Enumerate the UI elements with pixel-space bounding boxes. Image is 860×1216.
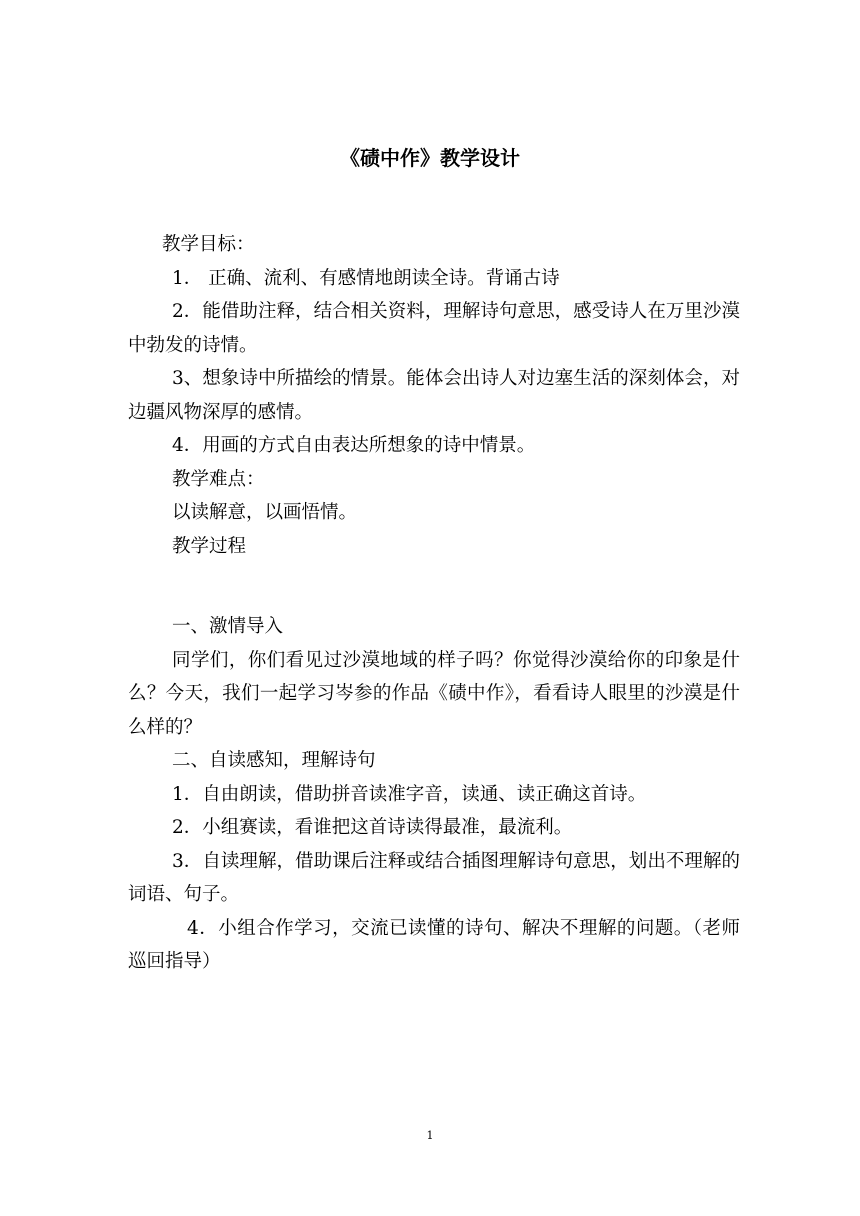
step-1-text: 同学们，你们看见过沙漠地域的样子吗？你觉得沙漠给你的印象是什么？今天，我们一起学习岑参的作品《碛中作》，看看诗人眼里的沙漠是什么样的？ <box>128 649 740 738</box>
section-heading-process: 教学过程 <box>172 535 247 557</box>
section-heading-difficulty: 教学难点： <box>172 468 265 490</box>
step-2-item-1: 1．自由朗读，借助拼音读准字音，读通、读正确这首诗。 <box>172 783 647 805</box>
document-body <box>128 228 740 979</box>
page-number: 1 <box>426 1129 434 1142</box>
step-heading-2: 二、自读感知，理解诗句 <box>172 750 376 771</box>
objective-4: 4．用画的方式自由表达所想象的诗中情景。 <box>172 435 536 456</box>
objective-2: 2．能借助注释，结合相关资料，理解诗句意思，感受诗人在万里沙漠中勃发的诗情。 <box>128 301 740 356</box>
objective-1: 1． 正确、流利、有感情地朗读全诗。背诵古诗 <box>172 267 560 289</box>
document-title: 《碛中作》教学设计 <box>340 146 520 170</box>
step-2-item-3: 3．自读理解，借助课后注释或结合插图理解诗句意思，划出不理解的词语、句子。 <box>128 850 740 905</box>
objective-3: 3、想象诗中所描绘的情景。能体会出诗人对边塞生活的深刻体会，对边疆风物深厚的感情。 <box>128 368 740 423</box>
difficulty-text: 以读解意，以画悟情。 <box>172 502 358 523</box>
section-heading-objectives: 教学目标： <box>162 234 255 255</box>
step-2-item-4: 4．小组合作学习，交流已读懂的诗句、解决不理解的问题。（老师巡回指导） <box>128 917 740 972</box>
step-heading-1: 一、激情导入 <box>172 616 284 637</box>
step-2-item-2: 2．小组赛读，看谁把这首诗读得最准，最流利。 <box>172 817 573 838</box>
spacer <box>128 563 740 610</box>
